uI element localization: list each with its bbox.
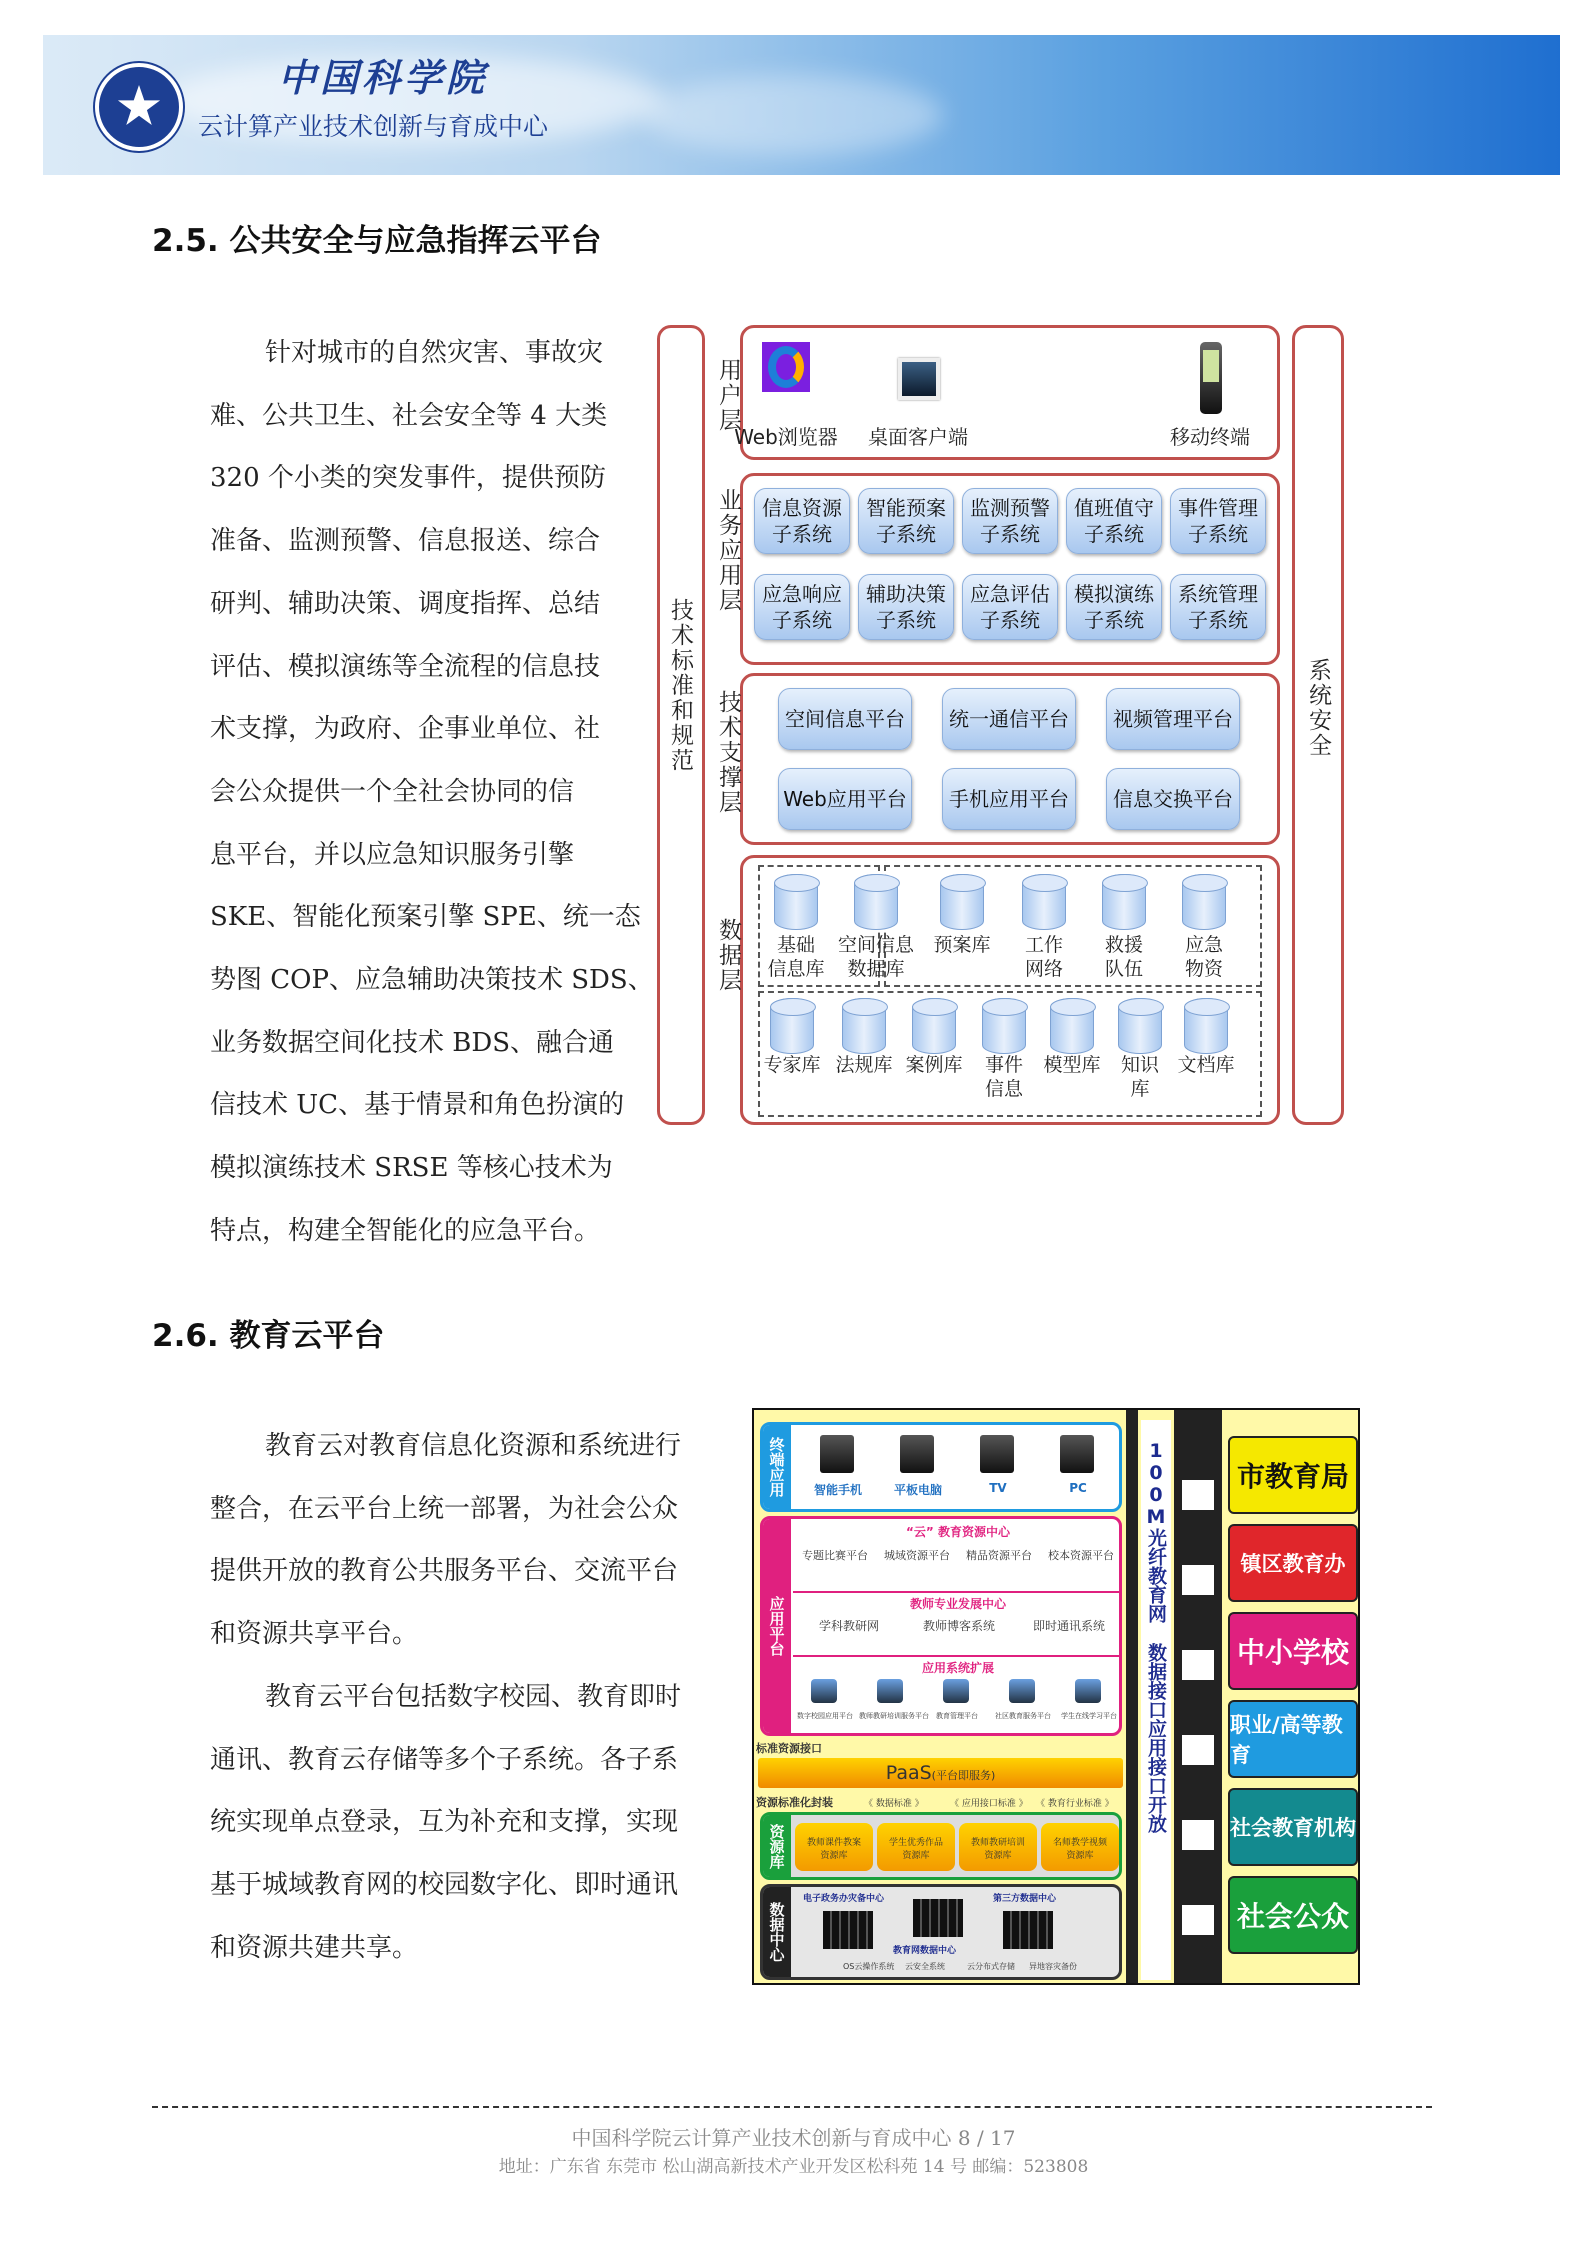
database-icon <box>1050 998 1094 1054</box>
platform-box: 视频管理平台 <box>1106 688 1240 750</box>
header-banner <box>43 35 1560 175</box>
ie-browser-icon <box>762 342 810 392</box>
footer-line2: 地址：广东省 东莞市 松山湖高新技术产业开发区松科苑 14 号 邮编：523808 <box>498 2157 1089 2177</box>
platform-item: 学科教研网 <box>818 1619 879 1633</box>
platform-item: 数字校园应用平台 <box>797 1712 853 1720</box>
subsystem-box: 监测预警 子系统 <box>962 488 1058 554</box>
resource-item: 教师课件教案 资源库 <box>795 1823 873 1871</box>
paragraph-line: 教育云对教育信息化资源和系统进行 <box>265 1431 682 1461</box>
paragraph-line: 研判、辅助决策、调度指挥、总结 <box>210 588 601 619</box>
education-cloud-diagram <box>752 1408 1360 1985</box>
security-label: 系统安全 <box>1305 658 1331 758</box>
platform-item: 教师教研培训服务平台 <box>859 1712 929 1720</box>
device-icon <box>1060 1435 1094 1473</box>
platform-box: 统一通信平台 <box>942 688 1076 750</box>
platform-item: 校本资源平台 <box>1048 1549 1114 1562</box>
database-label: 案例库 <box>905 1054 963 1076</box>
standards-label: 技术标准和规范 <box>667 598 693 773</box>
paragraph-line: 教育云平台包括数字校园、教育即时 <box>265 1681 682 1712</box>
database-icon <box>854 874 898 930</box>
tech-layer-label: 技术支撑层 <box>715 690 741 815</box>
device-label: TV <box>989 1481 1007 1495</box>
footer-divider <box>152 2106 1432 2108</box>
paas-bar <box>758 1758 1123 1788</box>
datacenter-feature: 云安全系统 <box>905 1962 945 1971</box>
subsystem-box: 应急评估 子系统 <box>962 574 1058 640</box>
org-box: 社会教育机构 <box>1228 1788 1358 1866</box>
user-item: 移动终端 <box>1170 425 1250 449</box>
divider <box>1126 1410 1138 1985</box>
database-label: 基础 信息库 <box>767 934 825 980</box>
datacenter-feature: OS云操作系统 <box>843 1962 895 1971</box>
app-icon <box>943 1679 969 1703</box>
datacenter-name: 第三方数据中心 <box>993 1894 1057 1904</box>
database-icon <box>940 874 984 930</box>
database-label: 模型库 <box>1043 1054 1101 1076</box>
org-box: 市教育局 <box>1228 1436 1358 1514</box>
paragraph-line: 息平台，并以应急知识服务引擎 <box>210 839 575 870</box>
database-icon <box>1182 874 1226 930</box>
ext-center-title: 应用系统扩展 <box>793 1655 1122 1676</box>
subsystem-box: 事件管理 子系统 <box>1170 488 1266 554</box>
subsystem-box: 信息资源 子系统 <box>754 488 850 554</box>
database-label: 应急 物资 <box>1184 934 1223 980</box>
paas-note: (平台即服务) <box>931 1769 996 1782</box>
paragraph-line: 信技术 UC、基于情景和角色扮演的 <box>210 1090 625 1121</box>
subsystem-box: 智能预案 子系统 <box>858 488 954 554</box>
user-item: 桌面客户端 <box>868 425 968 449</box>
platform-box: 空间信息平台 <box>778 688 912 750</box>
platform-item: 精品资源平台 <box>966 1549 1032 1562</box>
footer-line1: 中国科学院云计算产业技术创新与育成中心 8 / 17 <box>571 2126 1016 2150</box>
resource-item: 教师教研培训 资源库 <box>959 1823 1037 1871</box>
paragraph-line: SKE、智能化预案引擎 SPE、统一态 <box>210 902 641 933</box>
resource-item: 学生优秀作品 资源库 <box>877 1823 955 1871</box>
paragraph-line: 通讯、教育云存储等多个子系统。各子系 <box>210 1744 679 1775</box>
teacher-center-title: 教师专业发展中心 <box>793 1591 1122 1612</box>
section-heading-2-5: 2.5. 公共安全与应急指挥云平台 <box>152 223 602 259</box>
platform-box: 信息交换平台 <box>1106 768 1240 830</box>
database-label: 工作 网络 <box>1024 934 1063 980</box>
paragraph-line: 和资源共建共享。 <box>210 1932 419 1963</box>
platform-box: Web应用平台 <box>778 768 912 830</box>
org-box: 中小学校 <box>1228 1612 1358 1690</box>
paragraph-line: 势图 COP、应急辅助决策技术 SDS、 <box>210 965 654 995</box>
platform-item: 社区教育服务平台 <box>995 1712 1051 1720</box>
standard-label: 《 数据标准 》 <box>864 1799 924 1809</box>
database-label: 事件 信息 <box>984 1054 1023 1100</box>
resource-label: 资源库 <box>763 1815 791 1877</box>
server-rack-icon <box>1003 1911 1053 1949</box>
platform-item: 即时通讯系统 <box>1032 1619 1105 1633</box>
server-rack-icon <box>913 1899 963 1937</box>
device-icon <box>980 1435 1014 1473</box>
paragraph-line: 术支撑，为政府、企事业单位、社 <box>210 714 601 745</box>
server-rack-icon <box>823 1911 873 1949</box>
resource-item: 名师教学视频 资源库 <box>1041 1823 1119 1871</box>
paragraph-line: 评估、模拟演练等全流程的信息技 <box>210 651 601 682</box>
subsystem-box: 系统管理 子系统 <box>1170 574 1266 640</box>
app-icon <box>1075 1679 1101 1703</box>
subsystem-box: 模拟演练 子系统 <box>1066 574 1162 640</box>
platform-item: 专题比赛平台 <box>802 1549 868 1562</box>
database-label: 救援 队伍 <box>1104 934 1143 980</box>
desktop-monitor-icon <box>898 358 940 400</box>
platform-item: 城域资源平台 <box>884 1549 950 1562</box>
org-calligraphy: 中国科学院 <box>278 55 489 100</box>
network-text: 100M光纤教育网 <box>1145 1440 1167 1623</box>
subsystem-box: 应急响应 子系统 <box>754 574 850 640</box>
encap-label: 资源标准化封装 <box>756 1796 833 1809</box>
app-icon <box>811 1679 837 1703</box>
database-label: 预案库 <box>933 934 991 956</box>
paragraph-line: 准备、监测预警、信息报送、综合 <box>210 526 601 557</box>
emergency-platform-diagram <box>650 318 1360 1128</box>
app-platform-label: 应用平台 <box>763 1519 791 1733</box>
paas-label: PaaS <box>885 1762 932 1784</box>
org-box: 社会公众 <box>1228 1876 1358 1954</box>
platform-item: 教育管理平台 <box>936 1712 978 1720</box>
data-layer-label: 数据层 <box>715 918 741 993</box>
paragraph-line: 会公众提供一个全社会协同的信 <box>210 776 575 807</box>
paragraph-line: 难、公共卫生、社会安全等 4 大类 <box>210 400 608 431</box>
platform-box: 手机应用平台 <box>942 768 1076 830</box>
user-item: Web浏览器 <box>734 425 838 449</box>
device-icon <box>820 1435 854 1473</box>
database-icon <box>1022 874 1066 930</box>
network-label <box>1141 1420 1171 1980</box>
paragraph-line: 提供开放的教育公共服务平台、交流平台 <box>210 1556 679 1587</box>
database-label: 知识 库 <box>1120 1054 1159 1100</box>
platform-item: 教师博客系统 <box>922 1619 995 1633</box>
database-icon <box>774 874 818 930</box>
paragraph-line: 特点，构建全智能化的应急平台。 <box>210 1215 601 1246</box>
section-heading-2-6: 2.6. 教育云平台 <box>152 1318 385 1354</box>
paragraph-line: 针对城市的自然灾害、事故灾 <box>265 338 604 368</box>
device-label: 智能手机 <box>813 1483 862 1497</box>
device-icon <box>900 1435 934 1473</box>
paragraph-line: 整合，在云平台上统一部署，为社会公众 <box>210 1493 679 1524</box>
paragraph-line: 320 个小类的突发事件，提供预防 <box>210 463 606 494</box>
interface-text: 数据接口应用接口开放 <box>1145 1643 1167 1833</box>
user-layer-label: 用户层 <box>715 358 741 433</box>
paragraph-line: 基于城域教育网的校园数字化、即时通讯 <box>210 1869 679 1900</box>
database-icon <box>770 998 814 1054</box>
platform-item: 学生在线学习平台 <box>1061 1712 1117 1720</box>
device-label: PC <box>1069 1481 1087 1495</box>
datacenter-name: 教育网数据中心 <box>893 1946 957 1956</box>
database-icon <box>1184 998 1228 1054</box>
standard-label: 《 应用接口标准 》 <box>950 1799 1028 1809</box>
paragraph-line: 统实现单点登录，互为补充和支撑，实现 <box>210 1807 679 1838</box>
database-icon <box>912 998 956 1054</box>
org-box: 职业/高等教育 <box>1228 1700 1358 1778</box>
device-label: 平板电脑 <box>893 1483 942 1497</box>
datacenter-feature: 云分布式存储 <box>967 1962 1015 1971</box>
app-icon <box>877 1679 903 1703</box>
database-label: 专家库 <box>763 1054 821 1076</box>
mobile-phone-icon <box>1200 342 1222 414</box>
std-interface-label: 标准资源接口 <box>756 1742 822 1755</box>
database-label: 空间信息 数据库 <box>837 934 914 980</box>
app-layer-label: 业务应用层 <box>715 488 741 613</box>
terminal-section <box>760 1422 1122 1512</box>
app-platform-section <box>760 1516 1122 1736</box>
database-label: 法规库 <box>835 1054 893 1076</box>
datacenter-name: 电子政务办灾备中心 <box>803 1894 885 1904</box>
org-box: 镇区教育办 <box>1228 1524 1358 1602</box>
database-icon <box>842 998 886 1054</box>
database-icon <box>982 998 1026 1054</box>
subsystem-box: 辅助决策 子系统 <box>858 574 954 640</box>
database-label: 文档库 <box>1177 1054 1235 1076</box>
cloud-center-title: “云” 教育资源中心 <box>906 1525 1010 1539</box>
resource-section <box>760 1812 1122 1880</box>
standard-label: 《 教育行业标准 》 <box>1036 1799 1114 1809</box>
database-icon <box>1118 998 1162 1054</box>
paragraph-line: 模拟演练技术 SRSE 等核心技术为 <box>210 1153 613 1184</box>
datacenter-label: 数据中心 <box>763 1887 791 1977</box>
paragraph-line: 和资源共享平台。 <box>210 1619 419 1650</box>
terminal-label: 终端应用 <box>763 1425 791 1509</box>
arrow-column <box>1174 1410 1222 1985</box>
cas-logo <box>95 63 183 151</box>
datacenter-section <box>760 1884 1122 1980</box>
subsystem-box: 值班值守 子系统 <box>1066 488 1162 554</box>
datacenter-feature: 异地容灾备份 <box>1029 1962 1077 1971</box>
org-subtitle: 云计算产业技术创新与育成中心 <box>198 112 549 141</box>
database-icon <box>1102 874 1146 930</box>
app-icon <box>1009 1679 1035 1703</box>
paragraph-line: 业务数据空间化技术 BDS、融合通 <box>210 1027 615 1058</box>
